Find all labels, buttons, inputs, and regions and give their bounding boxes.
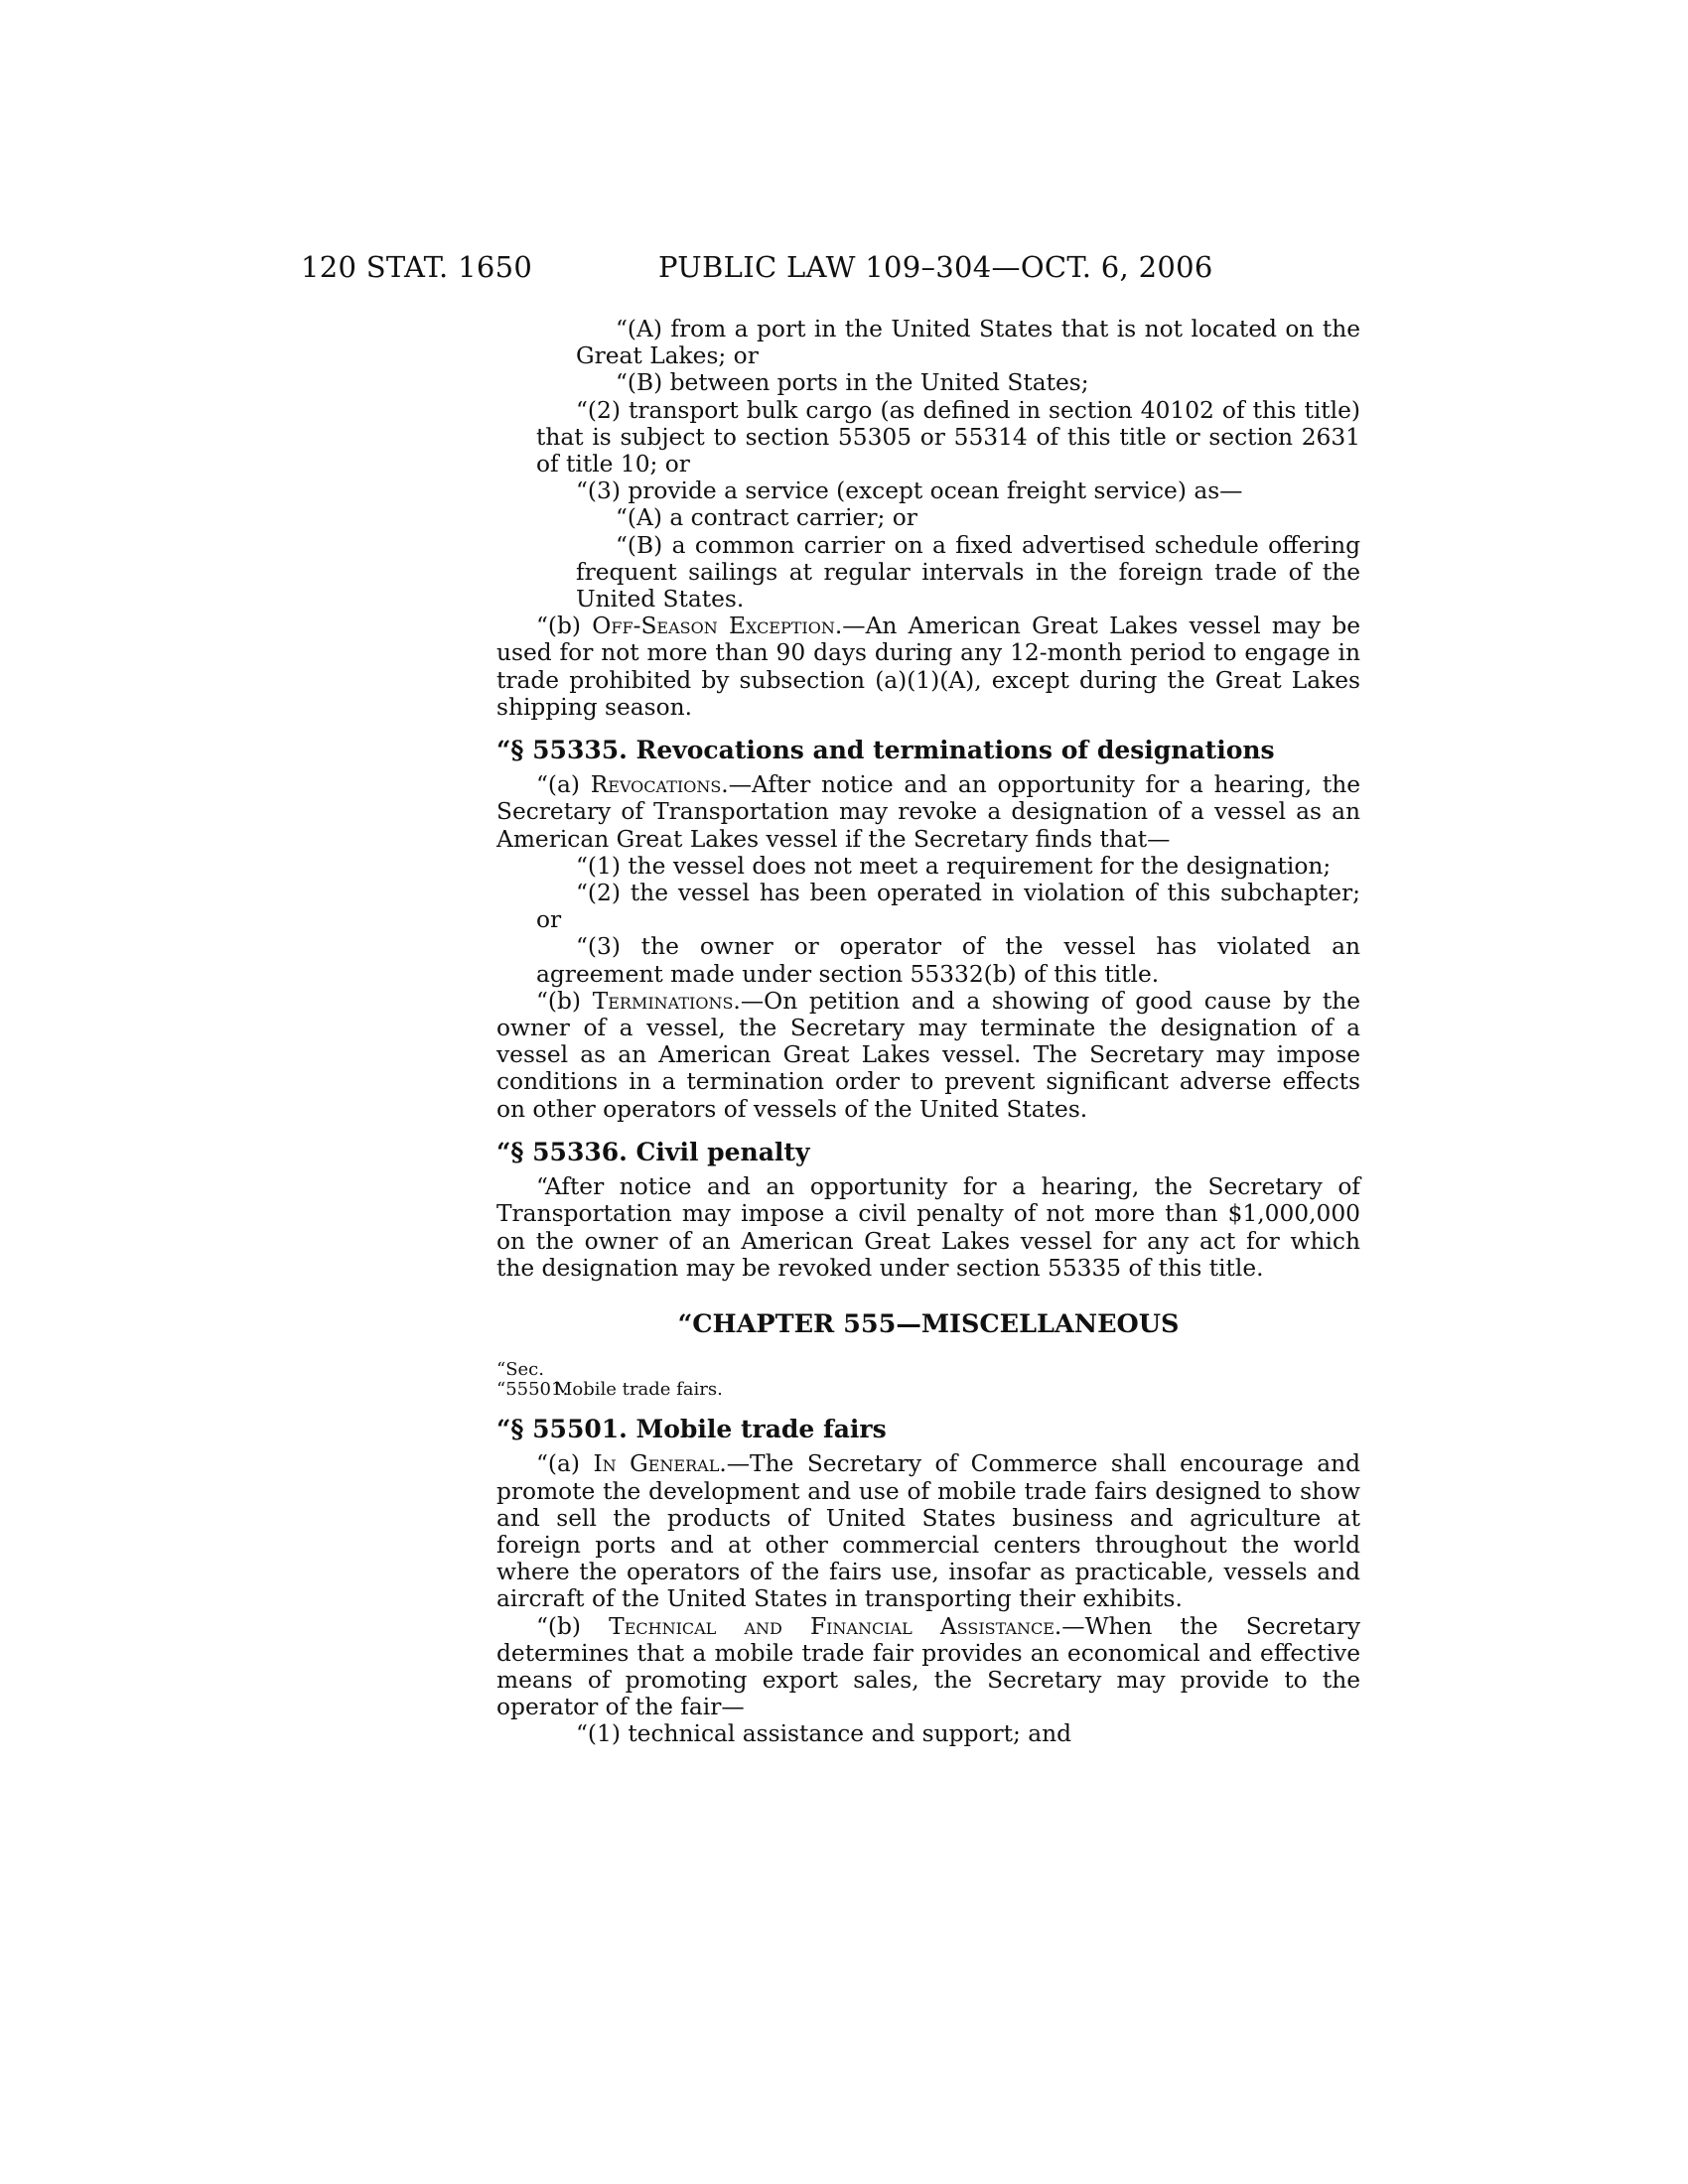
- paragraph-civil-penalty: “After notice and an opportunity for a hearing, the Secretary of Transportation may impose a civil penalty of not more than $1,000,000 on the owner of an American Great Lakes vessel for any act for which the designation may be revoked under section 55335 of this title.: [496, 1173, 1360, 1282]
- toc-entry-title: Mobile trade fairs.: [554, 1379, 723, 1401]
- section-heading-55336: “§ 55336. Civil penalty: [496, 1137, 810, 1166]
- subsection-heading: Off-Season Exception.: [592, 613, 843, 640]
- paragraph-55501-b1: “(1) technical assistance and support; and: [576, 1720, 1072, 1748]
- toc-sec-label: “Sec.: [496, 1359, 544, 1381]
- paragraph-in-general: [496, 1450, 1360, 1612]
- subsection-prefix: “(a): [536, 1450, 580, 1478]
- subsection-text: —When the Secretary determines that a mobile trade fair provides an economical and effective means of promoting export sales, the Secretary may provide to the operator of the fair—: [496, 1612, 1361, 1721]
- paragraph-b-off-season: [496, 613, 1360, 721]
- paragraph-terminations: [496, 988, 1360, 1123]
- document-body: [496, 316, 1360, 1748]
- subsection-heading: In General.: [593, 1450, 727, 1478]
- toc-entry-number: “55501.: [496, 1379, 569, 1401]
- public-law-title: PUBLIC LAW 109–304—OCT. 6, 2006: [658, 250, 1213, 284]
- subsection-heading: Revocations.: [590, 771, 729, 799]
- subsection-prefix: “(b): [536, 1612, 582, 1640]
- paragraph-a3A: “(A) a contract carrier; or: [616, 504, 917, 532]
- section-heading-55501: “§ 55501. Mobile trade fairs: [496, 1415, 887, 1444]
- table-of-contents: [496, 1360, 1360, 1400]
- subsection-prefix: “(b): [536, 987, 582, 1015]
- subsection-text: —After notice and an opportunity for a hearing, the Secretary of Transportation may revoke a designation of a vessel as an American Great Lakes vessel if the Secretary finds that—: [496, 771, 1360, 853]
- subsection-prefix: “(b): [536, 613, 582, 640]
- subsection-text: —On petition and a showing of good cause by the owner of a vessel, the Secretary may terminate the designation of a vessel as an American Great Lakes vessel. The Secretary may impose conditions in a termination order to prevent significant adverse effects on other operators of vessels of the United States.: [496, 987, 1360, 1123]
- subsection-prefix: “(a): [536, 771, 580, 799]
- paragraph-technical-assistance: [496, 1613, 1360, 1721]
- subsection-heading: Technical and Financial Assistance.: [609, 1612, 1062, 1640]
- chapter-title: “CHAPTER 555—MISCELLANEOUS: [677, 1308, 1180, 1339]
- paragraph-revocations: [496, 771, 1360, 853]
- paragraph-a3B: “(B) a common carrier on a fixed advertised schedule offering frequent sailings at regular intervals in the foreign trade of the United States.: [576, 531, 1360, 614]
- stat-page-number: 120 STAT. 1650: [301, 250, 533, 284]
- paragraph-55335-a3: “(3) the owner or operator of the vessel has violated an agreement made under section 55332(b) of this title.: [536, 933, 1360, 988]
- subsection-text: —An American Great Lakes vessel may be used for not more than 90 days during any 12-month period to engage in trade prohibited by subsection (a)(1)(A), except during the Great Lakes shipping season.: [496, 613, 1361, 721]
- toc-entry: [496, 1380, 1360, 1400]
- paragraph-a1B: “(B) between ports in the United States;: [616, 369, 1089, 397]
- subsection-heading: Terminations.: [592, 987, 741, 1015]
- paragraph-a1A: “(A) from a port in the United States that is not located on the Great Lakes; or: [576, 316, 1360, 370]
- paragraph-a2: “(2) transport bulk cargo (as defined in section 40102 of this title) that is subject to section 55305 or 55314 of this title or section 2631 of title 10; or: [536, 396, 1360, 478]
- paragraph-a3: “(3) provide a service (except ocean freight service) as—: [576, 478, 1243, 505]
- subsection-text: —The Secretary of Commerce shall encourage and promote the development and use of mobile trade fairs designed to show and sell the products of United States business and agriculture at foreign ports and at other commercial centers throughout the world where the operators of the fairs use, insofar as practicable, vessels and aircraft of the United States in transporting their exhibits.: [496, 1450, 1361, 1613]
- paragraph-55335-a2: “(2) the vessel has been operated in violation of this subchapter; or: [536, 880, 1360, 934]
- paragraph-55335-a1: “(1) the vessel does not meet a requirement for the designation;: [576, 852, 1332, 880]
- section-heading-55335: “§ 55335. Revocations and terminations of designations: [496, 736, 1275, 765]
